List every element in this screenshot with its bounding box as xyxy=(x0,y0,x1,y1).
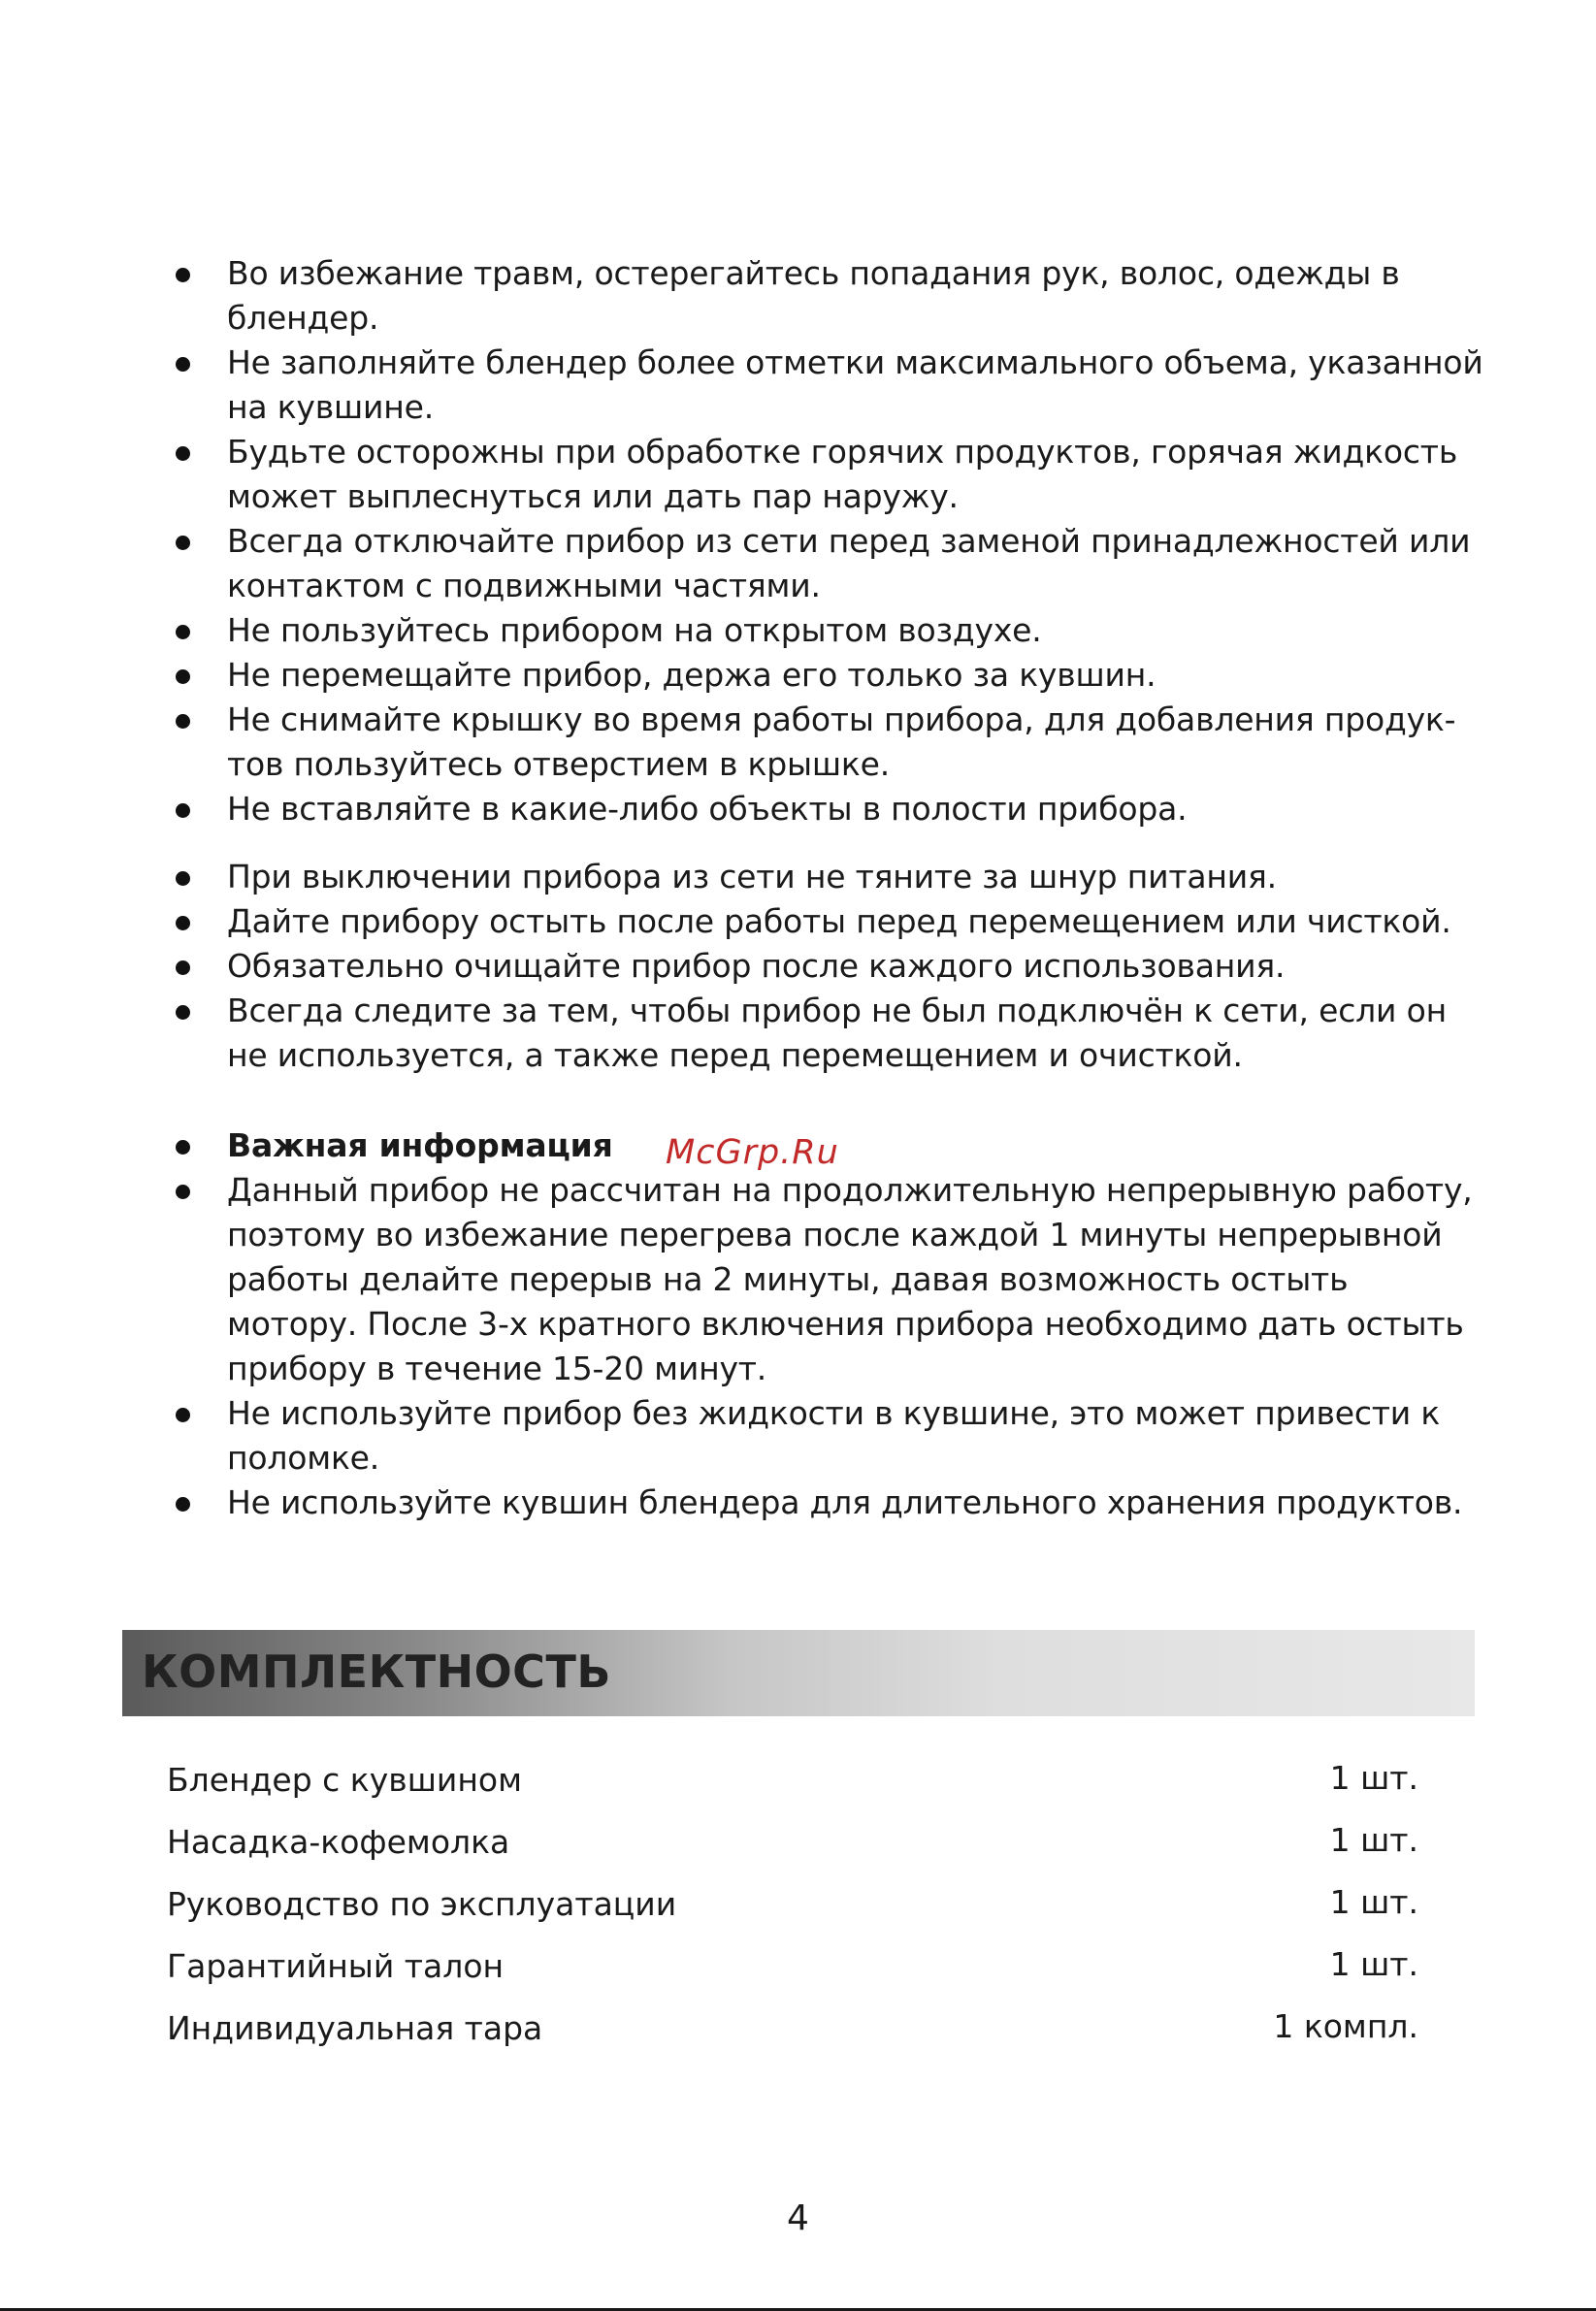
safety-list-1 xyxy=(165,251,1484,831)
bullet-icon xyxy=(176,669,190,684)
important-info-list xyxy=(165,1123,1484,1525)
item-qty: 1 шт. xyxy=(1329,1945,1418,1983)
list-item: Будьте осторожны при обработке горячих продуктов, горячая жидкость может выплеснуться или дать пар наружу. xyxy=(165,430,1484,519)
bullet-icon xyxy=(176,960,190,975)
list-item: Не используйте кувшин блендера для длительного хранения продуктов. xyxy=(165,1481,1484,1525)
section-banner xyxy=(122,1630,1475,1716)
list-item: Во избежание травм, остерегайтесь попадания рук, волос, одежды в блендер. xyxy=(165,251,1484,341)
bullet-icon xyxy=(176,1497,190,1512)
item-name: Блендер с кувшином xyxy=(167,1761,523,1799)
list-item: При выключении прибора из сети не тяните за шнур питания. xyxy=(165,855,1484,899)
bullet-icon xyxy=(176,536,190,550)
item-qty: 1 компл. xyxy=(1273,2007,1418,2045)
list-item: Обязательно очищайте прибор после каждого использования. xyxy=(165,944,1484,989)
contents-table xyxy=(167,1750,1428,2061)
section-title: КОМПЛЕКТНОСТЬ xyxy=(142,1645,611,1698)
table-row xyxy=(167,1812,1428,1874)
important-heading: Важная информация xyxy=(165,1123,1484,1168)
bullet-icon xyxy=(176,803,190,818)
bullet-icon xyxy=(176,1185,190,1199)
list-item: Не снимайте крышку во время работы прибора, для добавления продук-тов пользуйтесь отверстием в крышке. xyxy=(165,698,1484,787)
table-row xyxy=(167,1999,1428,2061)
list-item: Данный прибор не рассчитан на продолжительную непрерывную работу, поэтому во избежание перегрева после каждой 1 минуты непрерывной работы делайте перерыв на 2 минуты, давая возможность остыть мотору. После 3-х кратного включения прибора необходимо дать остыть прибору в течение 15-20 минут. xyxy=(165,1168,1484,1391)
bullet-icon xyxy=(176,916,190,930)
list-item: Всегда отключайте прибор из сети перед заменой принадлежностей или контактом с подвижными частями. xyxy=(165,519,1484,608)
table-row xyxy=(167,1750,1428,1812)
list-item: Всегда следите за тем, чтобы прибор не был подключён к сети, если он не используется, а также перед перемещением и очисткой. xyxy=(165,989,1484,1078)
bullet-icon xyxy=(176,714,190,729)
list-item: Не заполняйте блендер более отметки максимального объема, указанной на кувшине. xyxy=(165,341,1484,430)
table-row xyxy=(167,1874,1428,1937)
bullet-icon xyxy=(176,446,190,461)
item-qty: 1 шт. xyxy=(1329,1883,1418,1921)
safety-list-2 xyxy=(165,855,1484,1078)
bullet-icon xyxy=(176,268,190,282)
item-name: Руководство по эксплуатации xyxy=(167,1885,677,1923)
list-item: Не перемещайте прибор, держа его только за кувшин. xyxy=(165,653,1484,698)
bullet-icon xyxy=(176,1140,190,1155)
item-name: Гарантийный талон xyxy=(167,1947,505,1985)
list-item: Не пользуйтесь прибором на открытом воздухе. xyxy=(165,608,1484,653)
item-name: Насадка-кофемолка xyxy=(167,1823,510,1861)
page-number: 4 xyxy=(787,2198,809,2238)
bullet-icon xyxy=(176,357,190,372)
bullet-icon xyxy=(176,625,190,639)
item-qty: 1 шт. xyxy=(1329,1821,1418,1859)
bullet-icon xyxy=(176,1005,190,1020)
list-item: Дайте прибору остыть после работы перед перемещением или чисткой. xyxy=(165,899,1484,944)
item-name: Индивидуальная тара xyxy=(167,2009,543,2047)
bullet-icon xyxy=(176,1408,190,1422)
list-item: Не используйте прибор без жидкости в кувшине, это может привести к поломке. xyxy=(165,1391,1484,1481)
list-item: Не вставляйте в какие-либо объекты в полости прибора. xyxy=(165,787,1484,831)
watermark: McGrp.Ru xyxy=(666,1133,839,1172)
table-row xyxy=(167,1937,1428,1999)
bullet-icon xyxy=(176,871,190,886)
item-qty: 1 шт. xyxy=(1329,1759,1418,1797)
